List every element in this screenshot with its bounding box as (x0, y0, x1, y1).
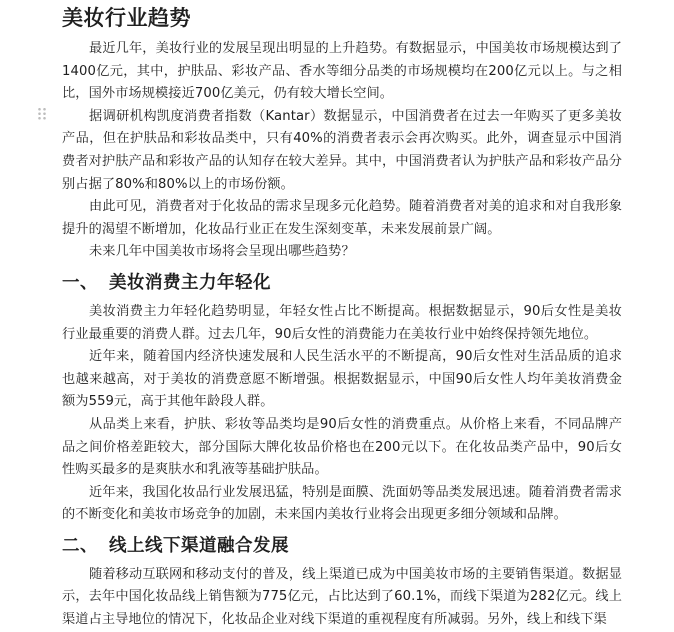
intro-paragraph-3: 由此可见，消费者对于化妆品的需求呈现多元化趋势。随着消费者对美的追求和对自我形象提升的渴望不断增加，化妆品行业正在发生深刻变革，未来发展前景广阔。 (62, 199, 622, 237)
intro-paragraph-4: 未来几年中国美妆市场将会呈现出哪些趋势？ (89, 244, 355, 260)
section-1-paragraph-1: 美妆消费主力年轻化趋势明显，年轻女性占比不断提高。根据数据显示，90后女性是美妆行业最重要的消费人群。过去几年，90后女性的消费能力在美妆行业中始终保持领先地位。 (62, 303, 622, 342)
section-1-title: 美妆消费主力年轻化 (109, 272, 271, 293)
intro-paragraph-2: 据调研机构凯度消费者指数（Kantar）数据显示，中国消费者在过去一年购买了更多美妆产品，但在护肤品和彩妆品类中，只有40%的消费者表示会再次购买。此外，调查显示中国消费者对护肤产品和彩妆产品的认知存在较大差异。其中，中国消费者认为护肤产品和彩妆产品分别占据了80%和80%以上的市场份额。 (62, 108, 622, 192)
section-2-heading (62, 533, 622, 559)
document-body (62, 4, 622, 632)
section-1-paragraph-2: 近年来，随着国内经济快速发展和人民生活水平的不断提高，90后女性对生活品质的追求也越来越高，对于美妆的消费意愿不断增强。根据数据显示，中国90后女性人均年美妆消费金额为559元，高于其他年龄段人群。 (62, 349, 622, 410)
intro-paragraph-1: 最近几年，美妆行业的发展呈现出明显的上升趋势。有数据显示，中国美妆市场规模达到了1400亿元，其中，护肤品、彩妆产品、香水等细分品类的市场规模均在200亿元以上。与之相比，国外市场规模接近700亿美元，仍有较大增长空间。 (62, 41, 622, 102)
section-1-number: 一、 (62, 272, 98, 293)
drag-handle-icon[interactable] (37, 107, 47, 121)
section-1-heading (62, 270, 622, 296)
section-2-title: 线上线下渠道融合发展 (109, 535, 289, 556)
section-2-number: 二、 (62, 535, 98, 556)
section-1-paragraph-4: 近年来，我国化妆品行业发展迅猛，特别是面膜、洗面奶等品类发展迅速。随着消费者需求的不断变化和美妆市场竞争的加剧，未来国内美妆行业将会出现更多细分领域和品牌。 (62, 484, 622, 523)
page-title: 美妆行业趋势 (62, 6, 191, 30)
section-1-paragraph-3: 从品类上来看，护肤、彩妆等品类均是90后女性的消费重点。从价格上来看，不同品牌产品之间价格差距较大，部分国际大牌化妆品价格也在200元以下。在化妆品类产品中，90后女性购买最多的是爽肤水和乳液等基础护肤品。 (62, 416, 622, 478)
section-2-paragraph-1: 随着移动互联网和移动支付的普及，线上渠道已成为中国美妆市场的主要销售渠道。数据显示，去年中国化妆品线上销售额为775亿元，占比达到了60.1%，而线下渠道为282亿元。线上渠道占主导地位的情况下，化妆品企业对线下渠道的重视程度有所减弱。另外，线上和线下渠 (62, 566, 622, 628)
